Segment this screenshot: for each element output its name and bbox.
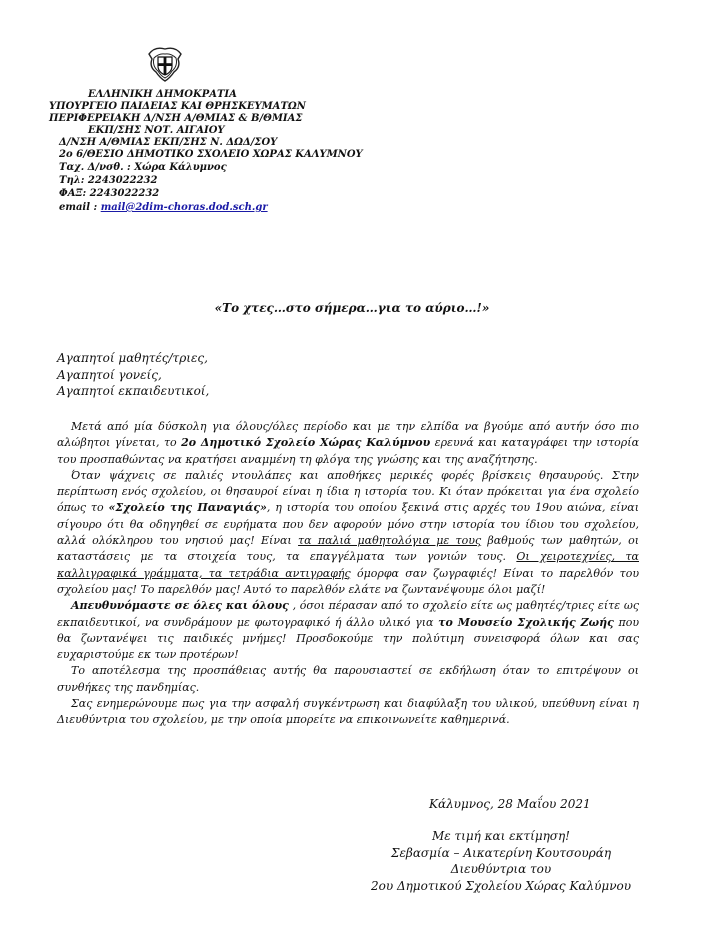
signature-closing: Με τιμή και εκτίμηση! xyxy=(431,829,571,843)
header-directorate: Δ/ΝΣΗ Α/ΘΜΙΑΣ ΕΚΠ/ΣΗΣ Ν. ΔΩΔ/ΣΟΥ xyxy=(59,137,278,148)
greetings xyxy=(57,350,209,400)
motto-title: «Το χτες…στο σήμερα…για το αύριο…!» xyxy=(214,301,490,315)
greeting-parents: Αγαπητοί γονείς, xyxy=(57,367,162,382)
header-regional-directorate: ΠΕΡΙΦΕΡΕΙΑΚΗ Δ/ΝΣΗ Α/ΘΜΙΑΣ & Β/ΘΜΙΑΣ xyxy=(49,113,303,124)
header-education-dept: ΕΚΠ/ΣΗΣ ΝΟΤ. ΑΙΓΑΙΟΥ xyxy=(88,125,225,136)
signature-title: Διευθύντρια του xyxy=(450,862,552,876)
greek-coat-of-arms-icon xyxy=(146,44,184,84)
header-school-name: 2ο 6/ΘΕΣΙΟ ΔΗΜΟΤΙΚΟ ΣΧΟΛΕΙΟ ΧΩΡΑΣ ΚΑΛΥΜΝΟΥ xyxy=(59,149,363,160)
paragraph: Απευθυνόμαστε σε όλες και όλους , όσοι πέρασαν από το σχολείο είτε ως μαθητές/τριες είτε ως εκπαιδευτικοί, να συνδράμουν με φωτογραφικό ή άλλο υλικό για το Μουσείο Σχολικής Ζωής που θα ζωντανέψει τις παιδικές μνήμες! Προσδοκούμε την πολύτιμη συνεισφορά όλων και σας ευχαριστούμε εκ των προτέρων! xyxy=(57,599,640,662)
paragraph: Το αποτέλεσμα της προσπάθειας αυτής θα παρουσιαστεί σε εκδήλωση όταν το επιτρέψουν οι συνθήκες της πανδημίας. xyxy=(57,664,639,694)
email-label: email : xyxy=(59,202,101,213)
letter-body xyxy=(57,419,639,729)
header-republic: ΕΛΛΗΝΙΚΗ ΔΗΜΟΚΡΑΤΙΑ xyxy=(88,89,237,100)
signature-name: Σεβασμία – Αικατερίνη Κουτσουράη xyxy=(390,845,612,860)
signature-block xyxy=(360,828,642,894)
header-fax: ΦΑΞ: 2243022232 xyxy=(59,188,160,199)
header-ministry: ΥΠΟΥΡΓΕΙΟ ΠΑΙΔΕΙΑΣ ΚΑΙ ΘΡΗΣΚΕΥΜΑΤΩΝ xyxy=(49,101,306,112)
paragraph: Μετά από μία δύσκολη για όλους/όλες περίοδο και με την ελπίδα να βγούμε από αυτήν όσο πιο αλώβητοι γίνεται, το 2ο Δημοτικό Σχολείο Χώρας Καλύμνου ερευνά και καταγράφει την ιστορία του προσπαθώντας να κρατήσει αναμμένη τη φλόγα της γνώσης και της αναζήτησης. xyxy=(57,420,640,466)
header-address: Ταχ. Δ/νσθ. : Χώρα Κάλυμνος xyxy=(59,162,227,173)
greeting-students: Αγαπητοί μαθητές/τριες, xyxy=(57,351,208,365)
signature-school: 2ου Δημοτικού Σχολείου Χώρας Καλύμνου xyxy=(370,878,632,893)
greeting-teachers: Αγαπητοί εκπαιδευτικοί, xyxy=(57,384,210,398)
paragraph: Όταν ψάχνεις σε παλιές ντουλάπες και αποθήκες μερικές φορές βρίσκεις θησαυρούς. Στην περίπτωση ενός σχολείου, οι θησαυροί είναι η ίδια η ιστορία του. Κι όταν πρόκειται για ένα σχολείο όπως το «Σχολείο της Παναγιάς», η ιστορία του οποίου ξεκινά στις αρχές του 19ου αιώνα, είναι σίγουρο ότι θα οδηγηθεί σε ευρήματα που δεν αφορούν μόνο στην ιστορία του ίδιου του σχολείου, αλλά ολόκληρου του νησιού μας! Είναι τα παλιά μαθητολόγια με τους βαθμούς των μαθητών, οι καταστάσεις με τα στοιχεία τους, τα επαγγέλματα των γονιών τους. Οι χειροτεχνίες, τα καλλιγραφικά γράμματα, τα τετράδια αντιγραφής όμορφα σαν ζωγραφιές! Είναι το παρελθόν του σχολείου μας! Το παρελθόν μας! Αυτό το παρελθόν ελάτε να ζωντανέψουμε όλοι μαζί! xyxy=(57,468,640,596)
paragraph: Σας ενημερώνουμε πως για την ασφαλή συγκέντρωση και διαφύλαξη του υλικού, υπεύθυνη είναι η Διευθύντρια του σχολείου, με την οποία μπορείτε να επικοινωνείτε καθημερινά. xyxy=(57,697,639,727)
letter-date: Κάλυμνος, 28 Μαΐου 2021 xyxy=(429,797,591,811)
header-email-line xyxy=(59,202,268,214)
email-link[interactable]: mail@2dim-choras.dod.sch.gr xyxy=(100,202,268,213)
header-phone: Τηλ: 2243022232 xyxy=(59,175,158,186)
